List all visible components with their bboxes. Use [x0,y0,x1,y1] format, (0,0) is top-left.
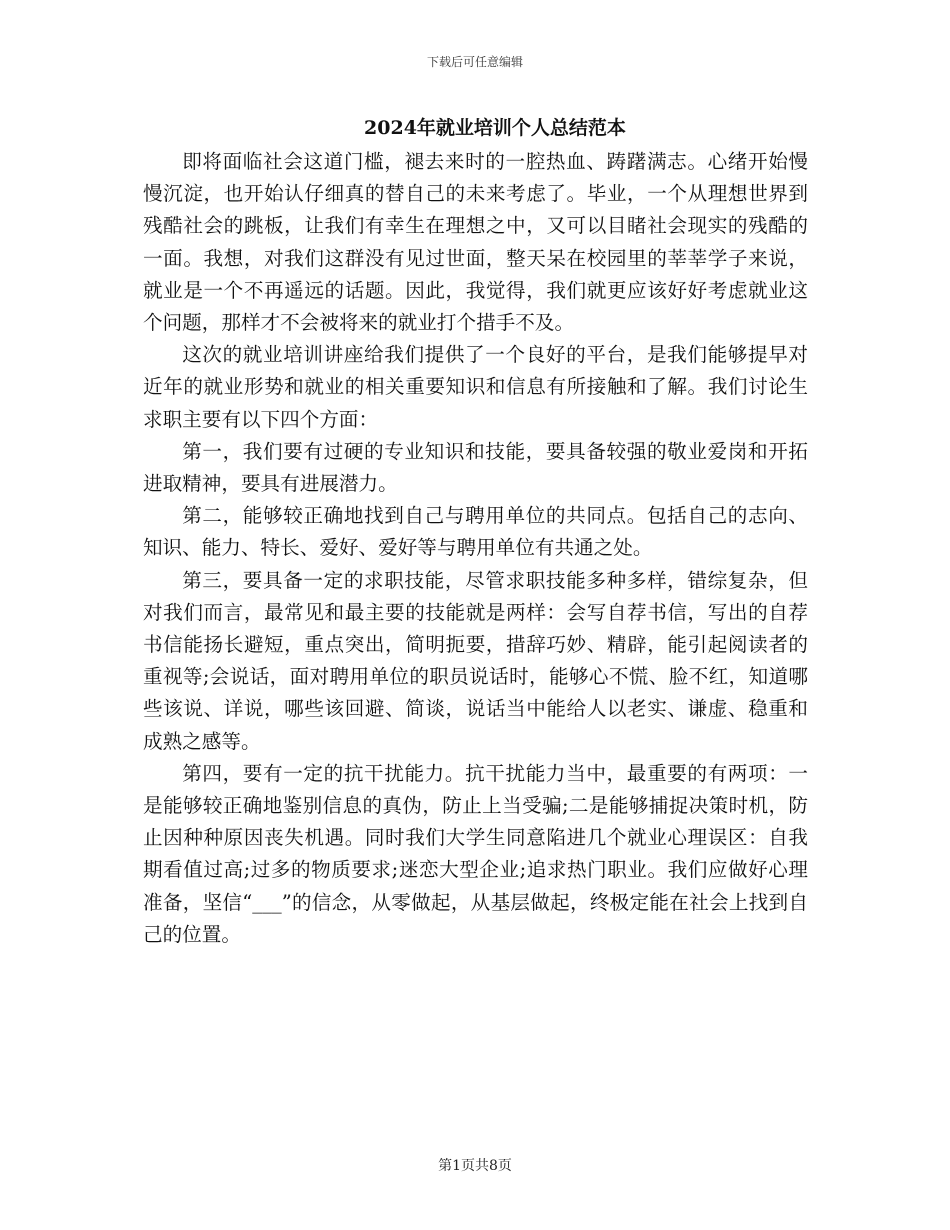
document-body [143,146,808,951]
body-paragraph: 即将面临社会这道门槛，褪去来时的一腔热血、踌躇满志。心绪开始慢慢沉淀，也开始认仔细真的替自己的未来考虑了。毕业，一个从理想世界到残酷社会的跳板，让我们有幸生在理想之中，又可以目睹社会现实的残酷的一面。我想，对我们这群没有见过世面，整天呆在校园里的莘莘学子来说，就业是一个不再遥远的话题。因此，我觉得，我们就更应该好好考虑就业这个问题，那样才不会被将来的就业打个措手不及。 [143,150,808,335]
document-title: 2024年就业培训个人总结范本 [364,117,626,139]
body-paragraph: 第四，要有一定的抗干扰能力。抗干扰能力当中，最重要的有两项：一是能够较正确地鉴别信息的真伪，防止上当受骗;二是能够捕捉决策时机，防止因种种原因丧失机遇。同时我们大学生同意陷进几个就业心理误区：自我期看值过高;过多的物质要求;迷恋大型企业;追求热门职业。我们应做好心理准备，坚信“___”的信念，从零做起，从基层做起，终极定能在社会上找到自己的位置。 [143,761,808,946]
body-paragraph: 第二，能够较正确地找到自己与聘用单位的共同点。包括自己的志向、知识、能力、特长、爱好、爱好等与聘用单位有共通之处。 [143,504,808,560]
page-header-note: 下载后可任意编辑 [426,55,523,69]
body-paragraph: 第三，要具备一定的求职技能，尽管求职技能多种多样，错综复杂，但对我们而言，最常见和最主要的技能就是两样：会写自荐书信，写出的自荐书信能扬长避短，重点突出，简明扼要，措辞巧妙、精辟，能引起阅读者的重视等;会说话，面对聘用单位的职员说话时，能够心不慌、脸不红，知道哪些该说、详说，哪些该回避、简谈，说话当中能给人以老实、谦虚、稳重和成熟之感等。 [143,568,808,753]
page-number: 第1页共8页 [438,1158,512,1174]
body-paragraph: 第一，我们要有过硬的专业知识和技能，要具备较强的敬业爱岗和开拓进取精神，要具有进展潜力。 [143,439,808,496]
body-paragraph: 这次的就业培训讲座给我们提供了一个良好的平台，是我们能够提早对近年的就业形势和就业的相关重要知识和信息有所接触和了解。我们讨论生求职主要有以下四个方面： [143,343,808,431]
